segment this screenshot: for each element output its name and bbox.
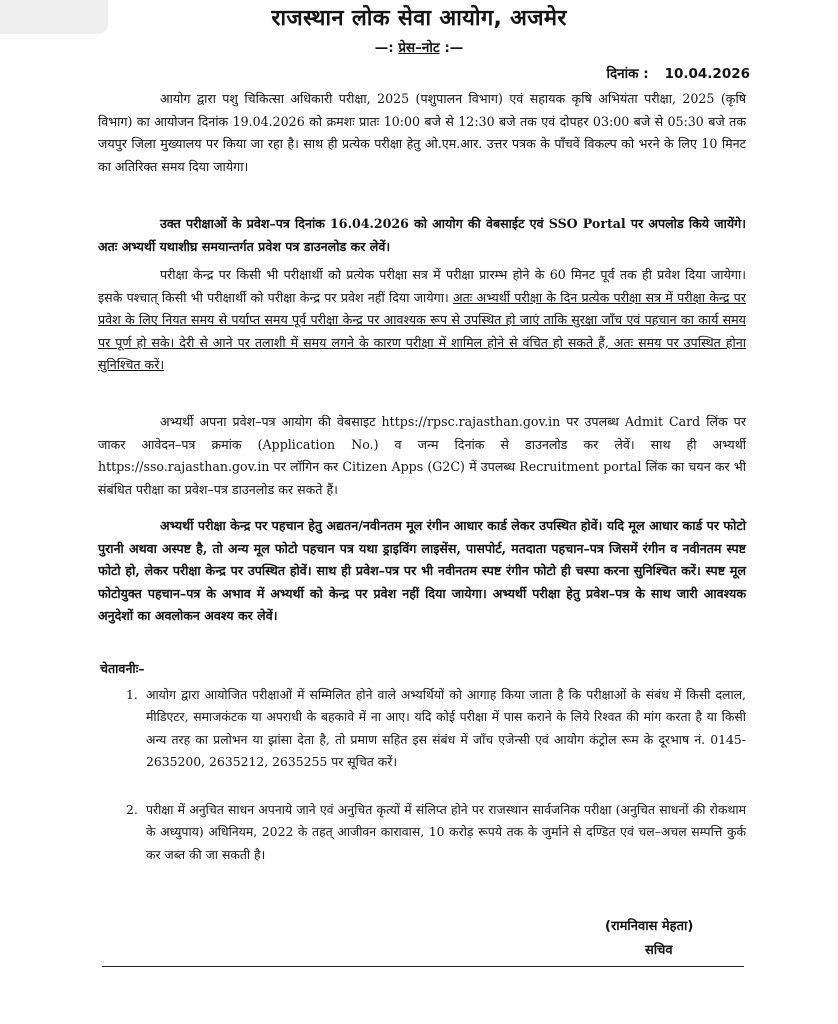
warning-number: 2. bbox=[126, 802, 138, 817]
warning-text: आयोग द्वारा आयोजित परीक्षाओं में सम्मिलित होने वाले अभ्यर्थियों को आगाह किया जाता है कि परीक्षाओं के संबंध में किसी दलाल, मीडिएटर, समाजकंटक या अपराधी के बहकावे में ना आए। यदि कोई परीक्षा में पास कराने के लिये रिश्वत की मांग करता है या किसी अन्य तरह का प्रलोभन या झांसा देता है, तो प्रमाण सहित इस संबंध में जाँच एजेन्सी एवं आयोग कंट्रोल रूम के दूरभाष नं. 0145-2635200, 2635212, 2635255 पर सूचित करें। bbox=[146, 687, 746, 769]
press-note-heading bbox=[0, 38, 838, 56]
paragraph-entry-timing bbox=[98, 264, 746, 377]
warning-item bbox=[98, 799, 746, 866]
entry-timing-underlined: अतः अभ्यर्थी परीक्षा के दिन प्रत्येक परीक्षा सत्र में परीक्षा केन्द्र पर प्रवेश के लिए नियत समय से पर्याप्त समय पूर्व परीक्षा केन्द्र पर आवश्यक रूप से उपस्थित हो जाएं ताकि सुरक्षा जाँच एवं पहचान का कार्य समय पर पूर्ण हो सके। देरी से आने पर तलाशी में समय लगने के कारण परीक्षा में शामिल होने से वंचित हो सकते हैं, अतः समय पर उपस्थित होना सुनिश्चित करें। bbox=[98, 289, 746, 372]
warning-number: 1. bbox=[126, 687, 138, 702]
paragraph-admit-card-download: अभ्यर्थी अपना प्रवेश–पत्र आयोग की वेबसाइट https://rpsc.rajasthan.gov.in पर उपलब्ध Admit Card लिंक पर जाकर आवेदन–पत्र क्रमांक (Application No.) व जन्म दिनांक से डाउनलोड कर लेवें। साथ ही अभ्यर्थी https://sso.rajasthan.gov.in पर लॉगिन कर Citizen Apps (G2C) में उपलब्ध Recruitment portal लिंक का चयन कर भी संबंधित परीक्षा का प्रवेश–पत्र डाउनलोड कर सकते हैं। bbox=[98, 414, 746, 497]
signatory-designation: सचिव bbox=[645, 943, 673, 958]
notice-date bbox=[606, 64, 750, 82]
paragraph-identity-proof: अभ्यर्थी परीक्षा केन्द्र पर पहचान हेतु अद्यतन/नवीनतम मूल रंगीन आधार कार्ड लेकर उपस्थित होवें। यदि मूल आधार कार्ड पर फोटो पुरानी अथवा अस्पष्ट है, तो अन्य मूल फोटो पहचान पत्र यथा ड्राइविंग लाइसेंस, पासपोर्ट, मतदाता पहचान–पत्र जिसमें रंगीन व नवीनतम स्पष्ट फोटो हो, लेकर परीक्षा केन्द्र पर उपस्थित होवें। साथ ही प्रवेश–पत्र पर भी नवीनतम स्पष्ट रंगीन फोटो ही चस्पा करना सुनिश्चित करें। स्पष्ट मूल फोटोयुक्त पहचान–पत्र के अभाव में अभ्यर्थी को केन्द्र पर प्रवेश नहीं दिया जायेगा। अभ्यर्थी परीक्षा हेतु प्रवेश–पत्र के साथ जारी आवश्यक अनुदेशों का अवलोकन अवश्य कर लेवें। bbox=[98, 518, 746, 623]
subtitle-prefix: —: bbox=[374, 40, 399, 56]
press-note-label: प्रेस–नोट bbox=[398, 40, 440, 56]
warning-heading: चेतावनीः– bbox=[100, 661, 145, 676]
warning-text: परीक्षा में अनुचित साधन अपनाये जाने एवं अनुचित कृत्यों में संलिप्त होने पर राजस्थान सार्वजनिक परीक्षा (अनुचित साधनों की रोकथाम के अध्युपाय) अधिनियम, 2022 के तहत् आजीवन कारावास, 10 करोड़ रूपये तक के जुर्माने से दण्डित एवं चल–अचल सम्पत्ति कुर्क कर जब्त की जा सकती है। bbox=[146, 802, 746, 862]
signatory-name: (रामनिवास मेहता) bbox=[605, 919, 694, 934]
page-title: राजस्थान लोक सेवा आयोग, अजमेर bbox=[271, 6, 567, 31]
warning-item bbox=[98, 684, 746, 773]
entry-timing-text: परीक्षा केन्द्र पर किसी भी परीक्षार्थी को प्रत्येक परीक्षा सत्र में परीक्षा प्रारम्भ होने के 60 मिनट पूर्व तक ही प्रवेश दिया जायेगा। इसके पश्चात् किसी भी परीक्षार्थी को परीक्षा केन्द्र पर प्रवेश नहीं दिया जायेगा। bbox=[98, 267, 746, 305]
subtitle-suffix: :— bbox=[439, 40, 464, 56]
date-value: 10.04.2026 bbox=[664, 66, 750, 82]
date-label: दिनांक : bbox=[606, 66, 649, 82]
bottom-divider bbox=[102, 966, 744, 967]
paragraph-exam-schedule: आयोग द्वारा पशु चिकित्सा अधिकारी परीक्षा, 2025 (पशुपालन विभाग) एवं सहायक कृषि अभियंता परीक्षा, 2025 (कृषि विभाग) का आयोजन दिनांक 19.04.2026 को क्रमशः प्रातः 10:00 बजे से 12:30 बजे तक एवं दोपहर 03:00 बजे से 05:30 बजे तक जयपुर जिला मुख्यालय पर किया जा रहा है। साथ ही प्रत्येक परीक्षा हेतु ओ.एम.आर. उत्तर पत्रक के पाँचवें विकल्प को भरने के लिए 10 मिनट का अतिरिक्त समय दिया जायेगा। bbox=[98, 91, 746, 174]
paragraph-admit-card-upload: उक्त परीक्षाओं के प्रवेश–पत्र दिनांक 16.04.2026 को आयोग की वेबसाईट एवं SSO Portal पर अपलोड किये जायेंगे। अतः अभ्यर्थी यथाशीघ्र समयान्तर्गत प्रवेश पत्र डाउनलोड कर लेवें। bbox=[98, 216, 746, 254]
